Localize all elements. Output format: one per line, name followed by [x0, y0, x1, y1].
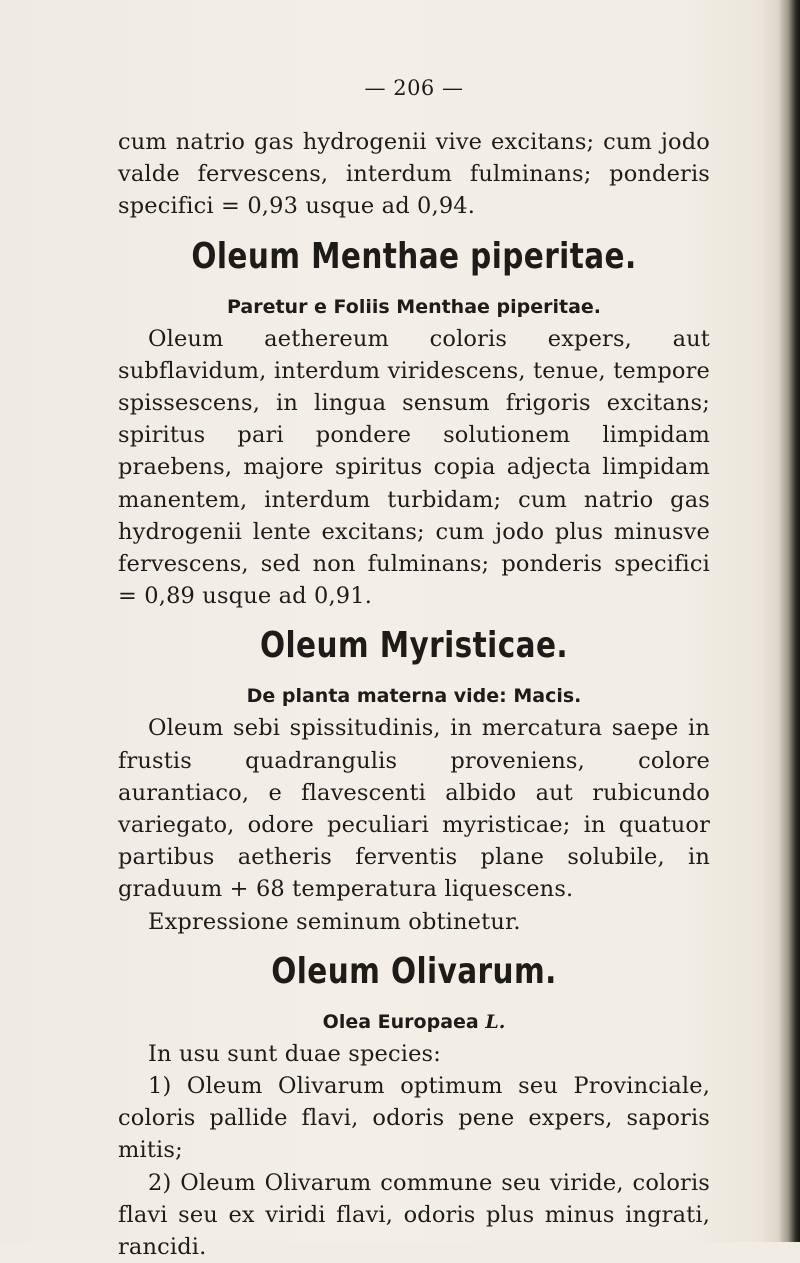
- section-subtitle-menthae: Paretur e Foliis Menthae piperitae.: [226, 295, 602, 318]
- section-subtitle-olivarum: [118, 1006, 710, 1038]
- section-paragraph-myristicae-2: Expressione seminum obtinetur.: [148, 908, 521, 935]
- intro-paragraph: cum natrio gas hydrogenii vive excitans; cum jodo valde fervescens, interdum fulminans; ponderis specifici = 0,93 usque ad 0,94.: [118, 129, 710, 220]
- page-content: [118, 70, 710, 1263]
- section-paragraph-myristicae-1: Oleum sebi spissitudinis, in mercatura saepe in frustis quadrangulis proveniens, colore aurantiaco, e flavescenti albido aut rubicundo variegato, odore peculiari myristicae; in quatuor partibus aetheris ferventis plane solubile, in graduum + 68 temperatura liquescens.: [118, 715, 710, 903]
- subtitle-species: Olea Europaea: [322, 1010, 479, 1033]
- section-paragraph-menthae: Oleum aethereum coloris expers, aut subflavidum, interdum viridescens, tenue, tempore spissescens, in lingua sensum frigoris excitans; spiritus pari pondere solutionem limpidam praebens, majore spiritus copia adjecta limpidam manentem, interdum turbidam; cum natrio gas hydrogenii lente excitans; cum jodo plus minusve fervescens, sed non fulminans; ponderis specifici = 0,89 usque ad 0,91.: [118, 325, 710, 610]
- section-title-menthae: Oleum Menthae piperitae.: [191, 235, 637, 277]
- subtitle-author: L.: [485, 1010, 506, 1033]
- page-edge-shadow: [778, 0, 800, 1242]
- section-subtitle-myristicae: De planta materna vide: Macis.: [246, 685, 582, 708]
- species-item-2: 2) Oleum Olivarum commune seu viride, coloris flavi seu ex viridi flavi, odoris plus minus ingrati, rancidi.: [118, 1169, 710, 1261]
- page-number: — 206 —: [364, 76, 464, 100]
- section-paragraph-olivarum-intro: In usu sunt duae species:: [148, 1040, 441, 1067]
- section-title-myristicae: Oleum Myristicae.: [259, 625, 569, 667]
- species-item-1: 1) Oleum Olivarum optimum seu Provinciale, coloris pallide flavi, odoris pene expers, saporis mitis;: [118, 1073, 710, 1164]
- section-title-olivarum: Oleum Olivarum.: [271, 950, 557, 992]
